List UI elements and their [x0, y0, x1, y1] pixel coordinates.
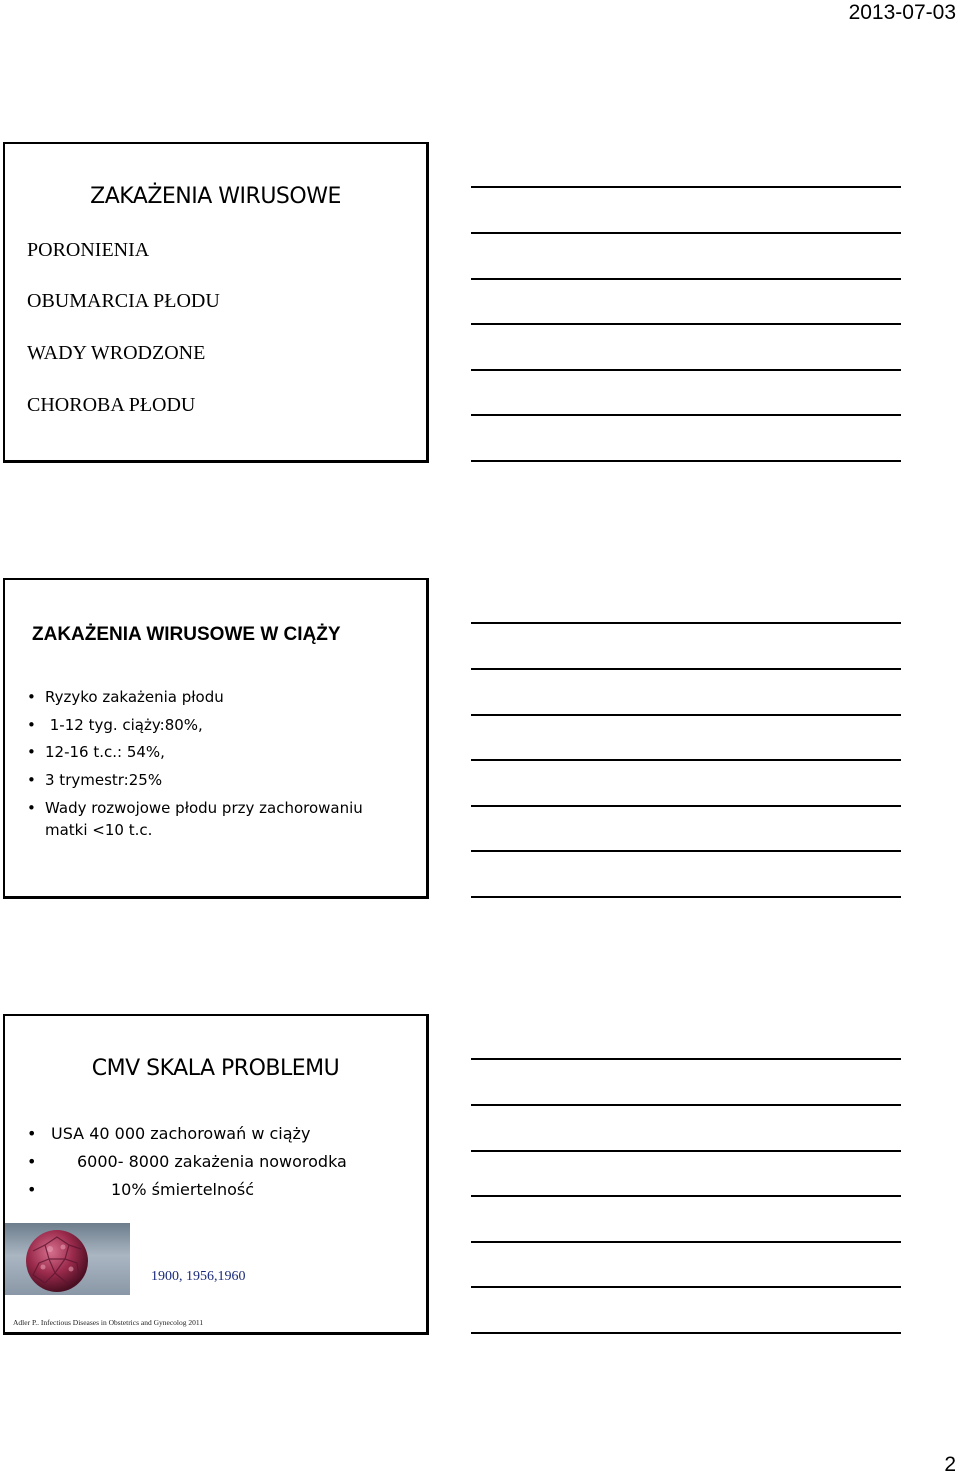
- bullet-item: • 12-16 t.c.: 54%,: [27, 739, 363, 767]
- bullet-icon: •: [27, 770, 36, 789]
- citation-text: Adler P.. Infectious Diseases in Obstetrics and Gynecolog 2011: [13, 1318, 204, 1327]
- bullet-item: • 1-12 tyg. ciąży:80%,: [27, 712, 363, 740]
- notes-line: [471, 850, 901, 852]
- bullet-icon: •: [27, 688, 36, 706]
- slide-item: WADY WRODZONE: [27, 342, 206, 364]
- bullet-item: • USA 40 000 zachorowań w ciąży: [27, 1120, 347, 1148]
- slide-item: OBUMARCIA PŁODU: [27, 290, 220, 312]
- bullet-item: • Ryzyko zakażenia płodu: [27, 684, 363, 712]
- notes-line: [471, 460, 901, 462]
- notes-line: [471, 622, 901, 624]
- notes-line: [471, 1332, 901, 1334]
- dates-text: 1900, 1956,1960: [151, 1269, 246, 1284]
- bullet-item: • Wady rozwojowe płodu przy zachorowaniu matki <10 t.c.: [27, 799, 363, 839]
- bullet-item: • 10% śmiertelność: [27, 1176, 347, 1204]
- notes-line: [471, 668, 901, 670]
- notes-line: [471, 759, 901, 761]
- bullet-icon: •: [27, 743, 36, 761]
- page-number: 2: [944, 1453, 956, 1476]
- slide-title: ZAKAŻENIA WIRUSOWE: [90, 184, 341, 209]
- notes-line: [471, 714, 901, 716]
- notes-line: [471, 1104, 901, 1106]
- notes-line: [471, 1150, 901, 1152]
- bullet-list: [27, 684, 363, 841]
- notes-line: [471, 186, 901, 188]
- slide-item: CHOROBA PŁODU: [27, 394, 196, 416]
- notes-line: [471, 323, 901, 325]
- notes-line: [471, 369, 901, 371]
- slide-3: [3, 1014, 429, 1335]
- slide-title: ZAKAŻENIA WIRUSOWE W CIĄŻY: [32, 624, 341, 645]
- slide-title: CMV SKALA PROBLEMU: [91, 1056, 340, 1081]
- notes-line: [471, 1241, 901, 1243]
- bullet-icon: •: [27, 1152, 37, 1171]
- bullet-icon: •: [27, 1180, 37, 1199]
- notes-line: [471, 805, 901, 807]
- virus-icon: [5, 1223, 130, 1295]
- bullet-icon: •: [27, 799, 36, 817]
- bullet-item: • 3 trymestr:25%: [27, 767, 363, 795]
- slide-item: PORONIENIA: [27, 239, 150, 261]
- bullet-icon: •: [27, 1124, 37, 1143]
- bullet-item: • 6000- 8000 zakażenia noworodka: [27, 1148, 347, 1176]
- notes-line: [471, 1286, 901, 1288]
- notes-line: [471, 1058, 901, 1060]
- print-date: 2013-07-03: [848, 1, 956, 24]
- slide-2: [3, 578, 429, 899]
- notes-line: [471, 896, 901, 898]
- notes-line: [471, 232, 901, 234]
- cmv-virus-image: [5, 1223, 130, 1295]
- notes-line: [471, 278, 901, 280]
- bullet-icon: •: [27, 715, 36, 734]
- notes-line: [471, 1195, 901, 1197]
- notes-line: [471, 414, 901, 416]
- slide-1: [3, 142, 429, 463]
- bullet-list: [27, 1120, 347, 1204]
